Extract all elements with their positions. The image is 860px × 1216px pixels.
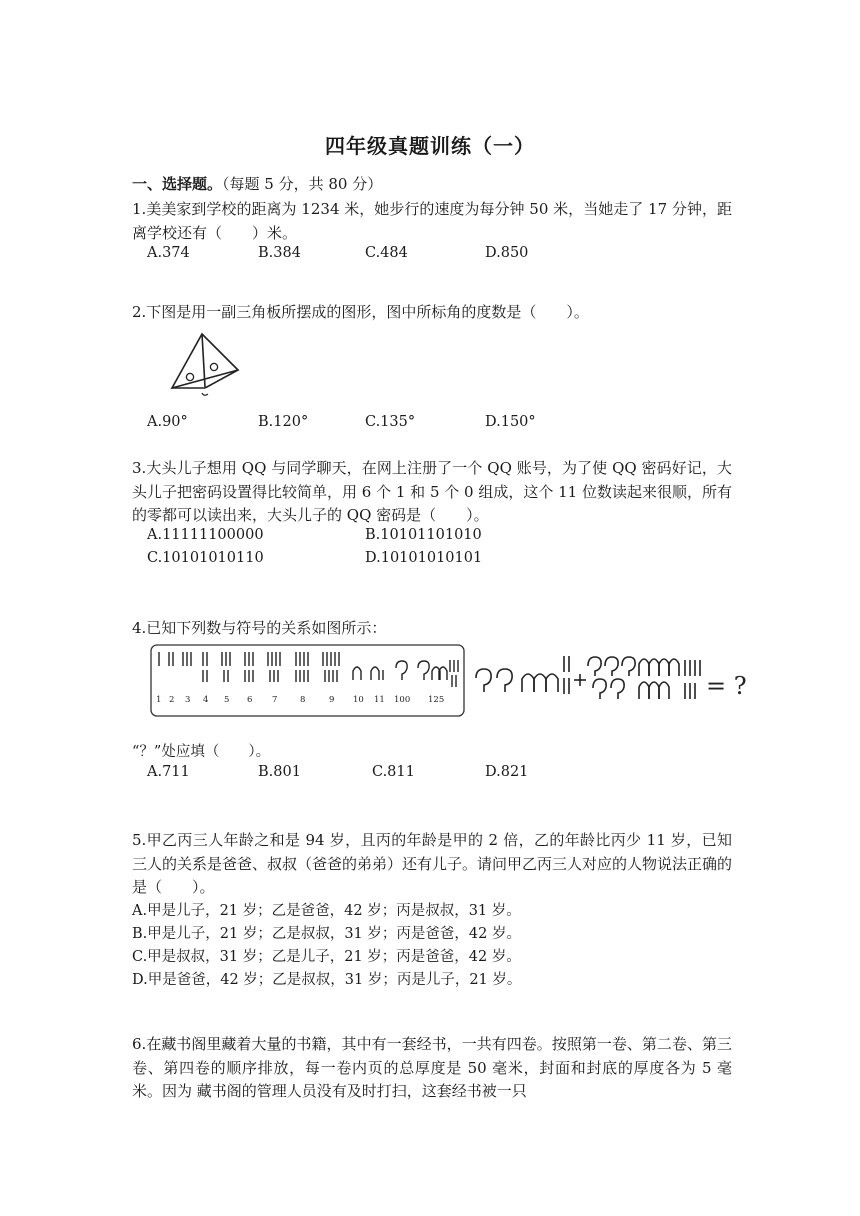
symbol-equation bbox=[472, 646, 762, 710]
legend-number-100: 100 bbox=[394, 695, 411, 705]
legend-number-9: 9 bbox=[329, 695, 335, 705]
section-title: 一、选择题。 bbox=[132, 175, 223, 193]
symbol-legend-box bbox=[150, 644, 466, 718]
q1-option-a: A.374 bbox=[147, 245, 190, 261]
section-note: （每题 5 分，共 80 分） bbox=[222, 175, 383, 193]
legend-number-7: 7 bbox=[272, 695, 278, 705]
question-1-text: 1.美美家到学校的距离为 1234 米，她步行的速度为每分钟 50 米，当她走了 17 分钟，距离学校还有（ ）米。 bbox=[132, 200, 732, 242]
q4-option-d: D.821 bbox=[485, 764, 529, 780]
section-heading bbox=[132, 173, 382, 194]
legend-number-3: 3 bbox=[185, 695, 191, 705]
legend-number-125: 125 bbox=[428, 695, 445, 705]
legend-number-11: 11 bbox=[374, 695, 385, 705]
q2-option-d: D.150° bbox=[485, 414, 536, 430]
legend-number-1: 1 bbox=[156, 695, 162, 705]
q3-option-a: A.11111100000 bbox=[147, 527, 264, 543]
q3-option-d: D.10101010101 bbox=[365, 550, 483, 566]
q5-option-b: B.甲是儿子，21 岁；乙是叔叔，31 岁；丙是爸爸，42 岁。 bbox=[132, 926, 521, 942]
question-5-text: 5.甲乙丙三人年龄之和是 94 岁，且丙的年龄是甲的 2 倍，乙的年龄比丙少 11 岁，已知三人的关系是爸爸、叔叔（爸爸的弟弟）还有儿子。请问甲乙丙三人对应的人物说法正确的是（ ）。 bbox=[132, 831, 733, 896]
q4-option-b: B.801 bbox=[258, 764, 301, 780]
question-4-text: 4.已知下列数与符号的关系如图所示： bbox=[132, 619, 387, 637]
q2-option-b: B.120° bbox=[258, 414, 309, 430]
q5-option-c: C.甲是叔叔，31 岁；乙是儿子，21 岁；丙是爸爸，42 岁。 bbox=[132, 949, 521, 965]
legend-number-5: 5 bbox=[224, 695, 230, 705]
q2-option-c: C.135° bbox=[365, 414, 416, 430]
question-3-text: 3.大头儿子想用 QQ 与同学聊天，在网上注册了一个 QQ 账号，为了使 QQ 密码好记，大头儿子把密码设置得比较简单，用 6 个 1 和 5 个 0 组成，这个 11 位数读起来很顺，所有的零都可以读出来，大头儿子的 QQ 密码是（ ）。 bbox=[132, 459, 732, 524]
legend-number-4: 4 bbox=[203, 695, 209, 705]
legend-number-2: 2 bbox=[169, 695, 175, 705]
q3-option-c: C.10101010110 bbox=[147, 550, 264, 566]
q2-option-a: A.90° bbox=[147, 414, 188, 430]
equation-result: = ? bbox=[706, 672, 747, 700]
legend-number-10: 10 bbox=[353, 695, 364, 705]
q5-option-d: D.甲是爸爸，42 岁；乙是叔叔，31 岁；丙是儿子，21 岁。 bbox=[132, 972, 522, 988]
q4-option-c: C.811 bbox=[372, 764, 415, 780]
q4-option-a: A.711 bbox=[147, 764, 190, 780]
q5-option-a: A.甲是儿子，21 岁；乙是爸爸，42 岁；丙是叔叔，31 岁。 bbox=[132, 903, 521, 919]
question-2-text: 2.下图是用一副三角板所摆成的图形，图中所标角的度数是（ ）。 bbox=[132, 303, 589, 321]
q1-option-b: B.384 bbox=[258, 245, 301, 261]
legend-number-6: 6 bbox=[247, 695, 253, 705]
legend-number-8: 8 bbox=[300, 695, 306, 705]
question-6-text: 6.在藏书阁里藏着大量的书籍，其中有一套经书，一共有四卷。按照第一卷、第二卷、第三卷、第四卷的顺序排放，每一卷内页的总厚度是 50 毫米，封面和封底的厚度各为 5 毫米。因为 藏书阁的管理人员没有及时打扫，这套经书被一只 bbox=[132, 1035, 732, 1100]
page-title: 四年级真题训练（一） bbox=[325, 134, 535, 158]
q1-option-d: D.850 bbox=[485, 245, 529, 261]
triangle-rulers-figure-icon bbox=[162, 330, 247, 400]
q1-option-c: C.484 bbox=[365, 245, 408, 261]
question-4-prompt: “？”处应填（ ）。 bbox=[132, 744, 271, 760]
q3-option-b: B.10101101010 bbox=[365, 527, 482, 543]
